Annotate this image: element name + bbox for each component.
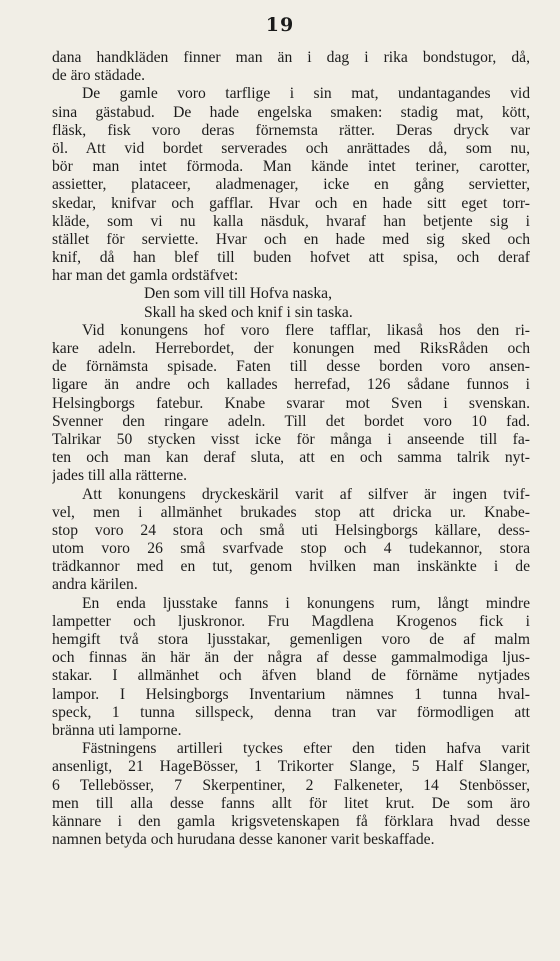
text-line: kännare i den gamla krigsvetenskapen få förklara hvad desse	[52, 812, 530, 830]
page-number: 19	[265, 14, 295, 36]
text-line: assietter, plataceer, aladmenager, icke en gång servietter,	[52, 176, 530, 194]
text-line: Helsingborgs fatebur. Knabe svarar mot Sven i svenskan.	[52, 394, 530, 412]
text-line: knif, då han blef till buden hofvet att spisa, och deraf	[52, 249, 530, 267]
text-line: dana handkläden finner man än i dag i rika bondstugor, då,	[52, 49, 530, 66]
text-line: skedar, knifvar och gafflar. Hvar och en hade sitt eget torr-	[52, 194, 530, 212]
text-line: de förnämsta spisade. Faten till desse borden voro ansen-	[52, 358, 530, 376]
text-line: De gamle voro tarflige i sin mat, undantagandes vid	[82, 85, 530, 103]
text-line: lampor. I Helsingborgs Inventarium nämnes 1 tunna hval-	[52, 685, 530, 703]
text-line: Vid konungens hof voro flere tafflar, likaså hos den ri-	[82, 321, 530, 339]
text-line: men till alla desse fanns allt för litet krut. De som äro	[52, 794, 530, 812]
text-line: Talrikar 50 stycken visst icke för många i anseende till fa-	[52, 430, 530, 448]
text-line: lampetter och ljuskronor. Fru Magdlena Krogenos fick i	[52, 612, 530, 630]
text-line: ansenligt, 21 HageBösser, 1 Trikorter Slange, 5 Half Slanger,	[52, 758, 530, 776]
text-line: ligare än andre och kallades herrefad, 126 sådane funnos i	[52, 376, 530, 394]
text-line: fläsk, fisk voro deras förnemsta rätter. Deras dryck var	[52, 121, 530, 139]
text-line: kläde, som vi nu kalla näsduk, hvaraf han betjente sig i	[52, 212, 530, 230]
text-line: Fästningens artilleri tyckes efter den tiden hafva varit	[82, 740, 530, 758]
text-line: stakar. I allmänhet och äfven bland de förnäme nytjades	[52, 667, 530, 685]
text-line: En enda ljusstake fanns i konungens rum, långt mindre	[82, 594, 530, 612]
text-line: jades till alla rätterne.	[52, 467, 188, 485]
text-line: namnen betyda och hurudana desse kanoner varit beskaffade.	[52, 831, 435, 849]
text-line: 6 Tellebösser, 7 Skerpentiner, 2 Falkeneter, 14 Stenbösser,	[52, 776, 530, 794]
verse-line: Den som vill till Hofva naska,	[144, 285, 332, 303]
body-text	[52, 49, 530, 849]
text-line: stället för serviette. Hvar och en hade med sig sked och	[52, 230, 530, 248]
text-line: ten och man kan deraf sluta, att en och samma talrik nyt-	[52, 449, 530, 467]
text-line: hemgift två stora ljusstakar, gemenligen voro de af malm	[52, 631, 530, 648]
text-line: andra kärilen.	[52, 576, 138, 594]
text-line: trädkannor med en tut, genom hvilken man inskänkte i de	[52, 558, 530, 576]
text-line: utom voro 26 små svarfvade stop och 4 tudekannor, stora	[52, 540, 530, 558]
text-line: Svenner den ringare adeln. Till det bordet voro 10 fad.	[52, 412, 530, 430]
text-line: kare adeln. Herrebordet, der konungen med RiksRåden och	[52, 340, 530, 357]
verse-line: Skall ha sked och knif i sin taska.	[144, 303, 353, 321]
text-line: sina gästabud. De hade engelska smaken: stadig mat, kött,	[52, 103, 530, 121]
text-line: bränna uti lamporne.	[52, 721, 182, 739]
text-line: och finnas än här än der några af desse gammalmodiga ljus-	[52, 649, 530, 667]
text-line: speck, 1 tunna sillspeck, denna tran var förmodligen att	[52, 703, 530, 721]
text-line: Att konungens dryckeskäril varit af silfver är ingen tvif-	[82, 485, 530, 503]
text-line: bör man intet förmoda. Man kände intet teriner, carotter,	[52, 158, 530, 176]
text-line: vel, men i allmänhet brukades stop att dricka ur. Knabe-	[52, 503, 530, 521]
text-line: har man det gamla ordstäfvet:	[52, 267, 239, 285]
text-line: stop voro 24 stora och små uti Helsingborgs källare, dess-	[52, 521, 530, 539]
text-line: öl. Att vid bordet serverades och anrättades då, som nu,	[52, 139, 530, 157]
text-line: de äro städade.	[52, 67, 146, 85]
